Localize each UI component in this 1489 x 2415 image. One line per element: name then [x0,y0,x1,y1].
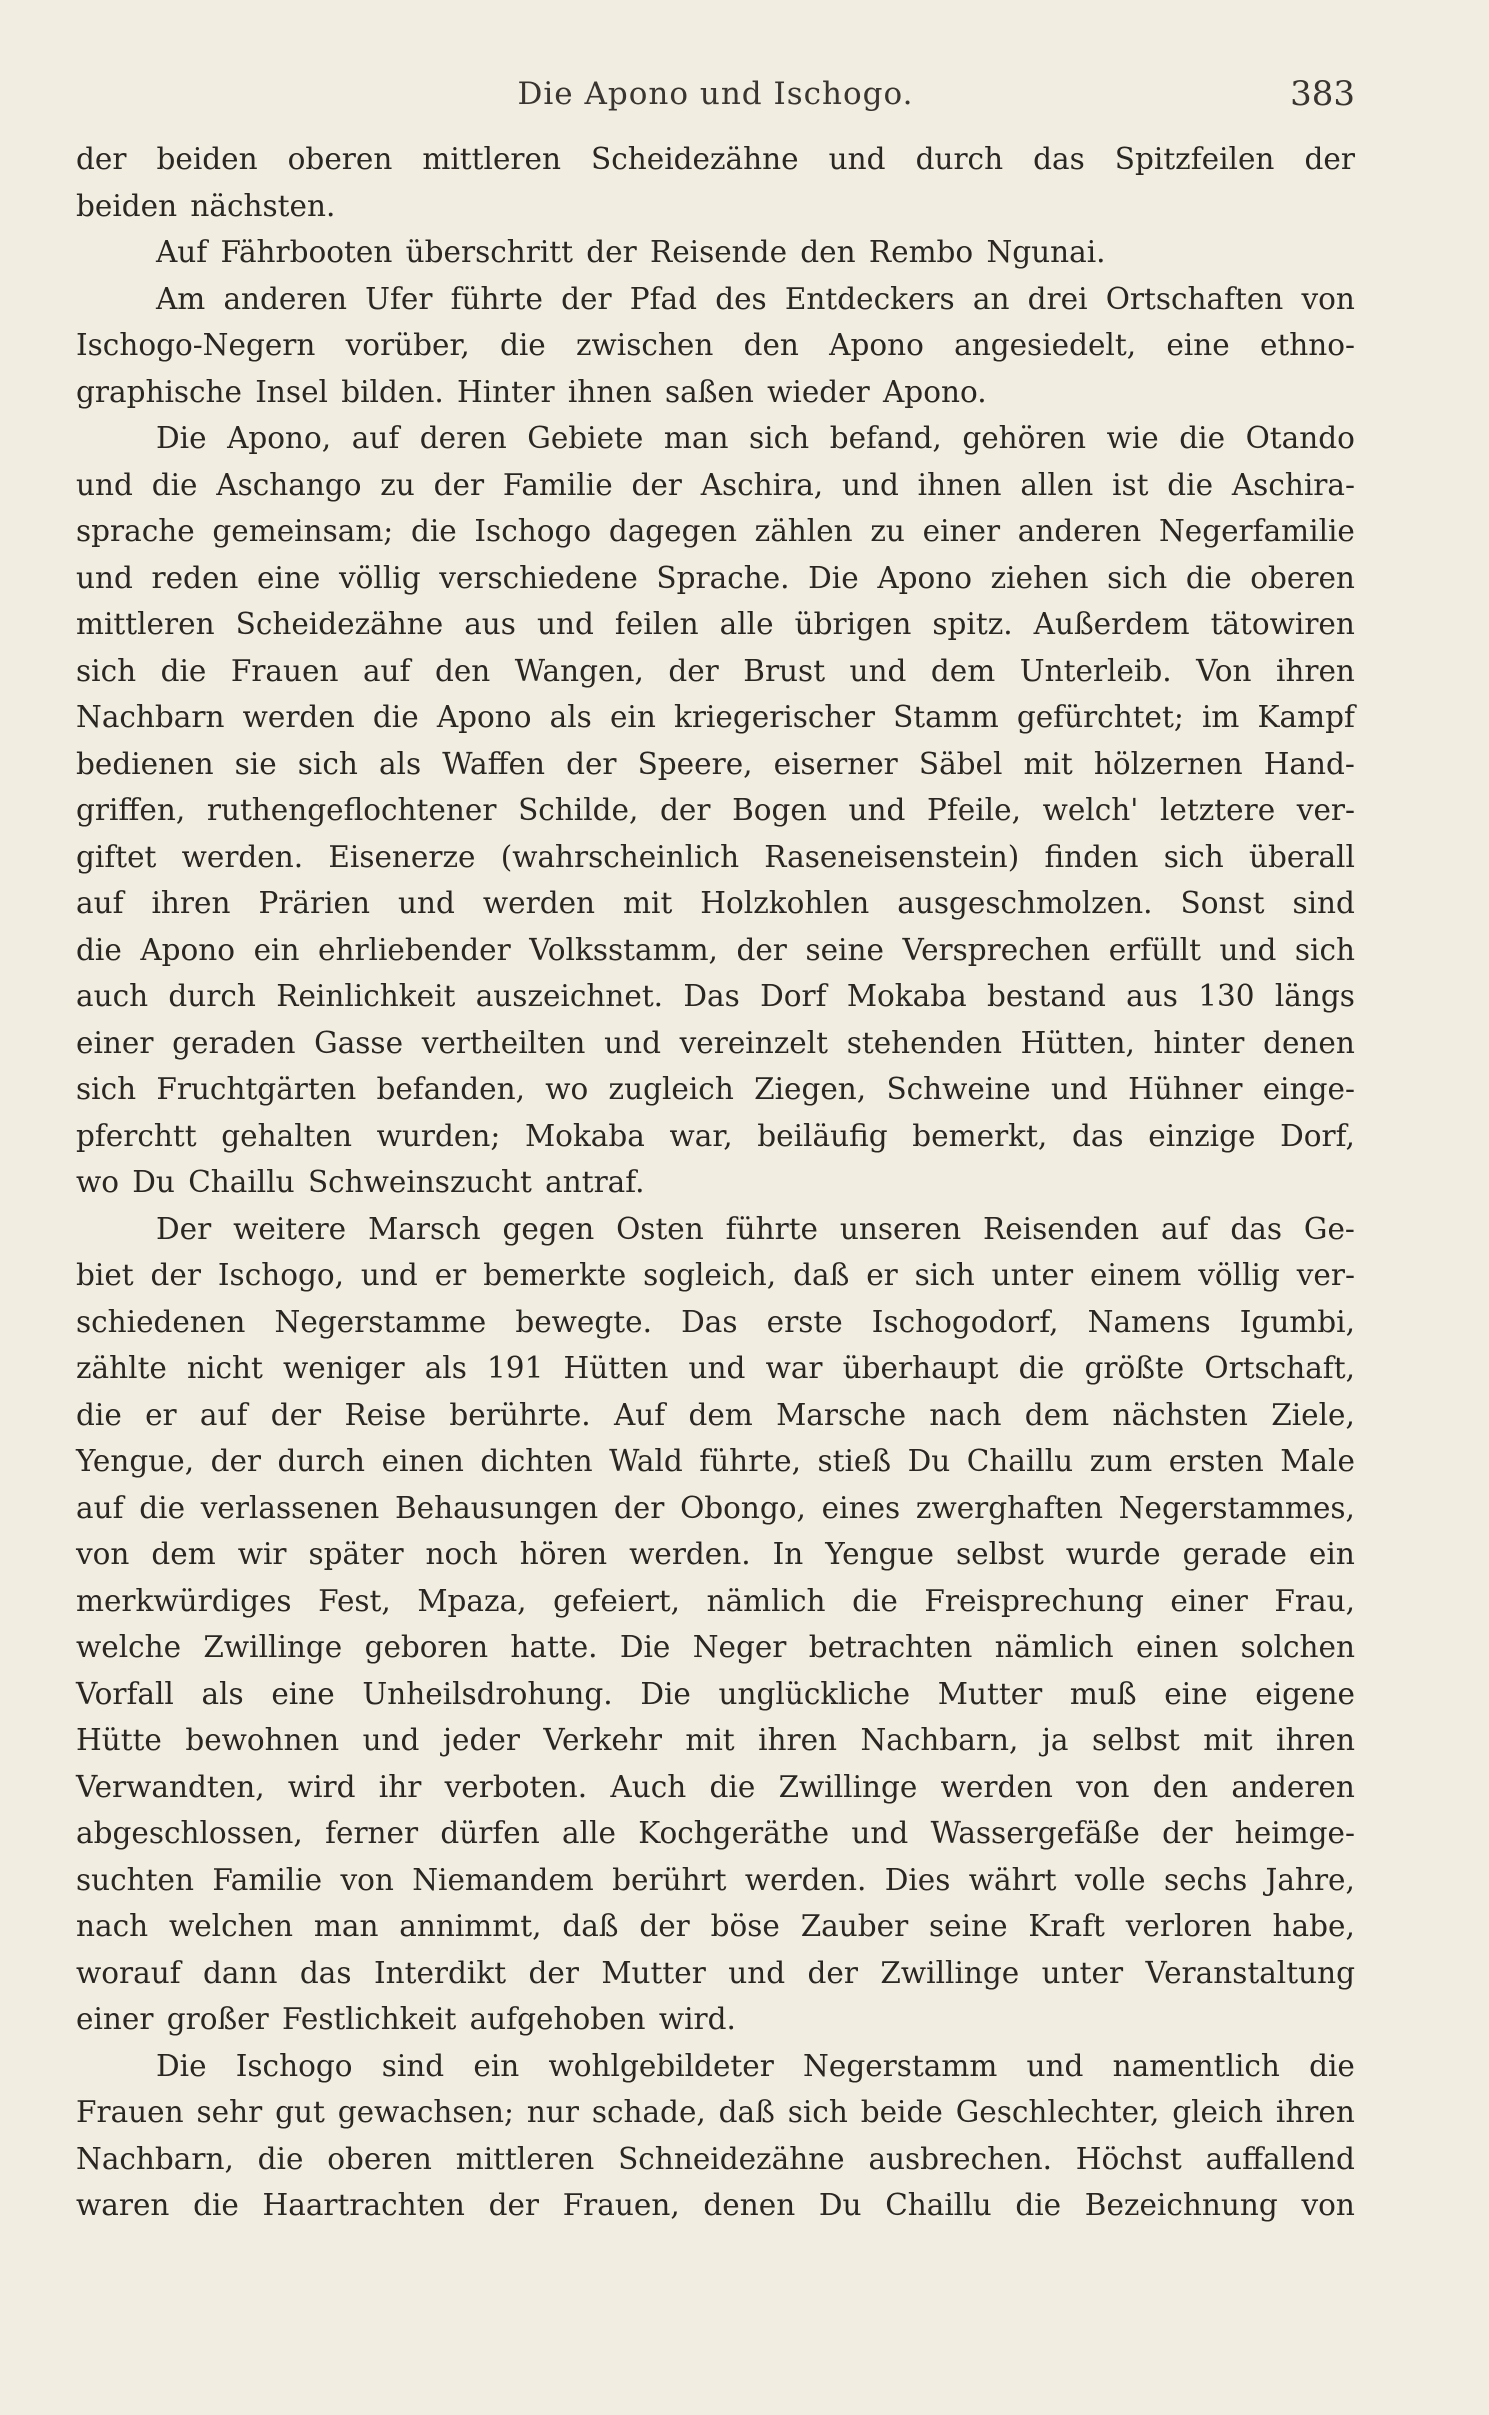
text-line: einer großer Festlichkeit aufgehoben wird. [76,2002,736,2036]
text-line: biet der Ischogo, und er bemerkte sogleich, daß er sich unter einem völlig ver- [76,1258,1355,1292]
text-line: Nachbarn, die oberen mittleren Schneidezähne ausbrechen. Höchst auffallend [76,2141,1355,2176]
text-line: Hütte bewohnen und jeder Verkehr mit ihren Nachbarn, ja selbst mit ihren [76,1723,1355,1757]
text-line: die er auf der Reise berührte. Auf dem Marsche nach dem nächsten Ziele, [76,1397,1355,1432]
text-line: Vorfall als eine Unheilsdrohung. Die unglückliche Mutter muß eine eigene [76,1676,1355,1711]
text-line: schiedenen Negerstamme bewegte. Das erste Ischogodorf, Namens Igumbi, [76,1304,1355,1339]
text-line: griffen, ruthengeflochtener Schilde, der Bogen und Pfeile, welch' letztere ver- [76,793,1355,827]
running-title: Die Apono und Ischogo. [517,76,914,112]
text-line: pferchtt gehalten wurden; Mokaba war, beiläufig bemerkt, das einzige Dorf, [76,1118,1355,1153]
text-line: mittleren Scheidezähne aus und feilen alle übrigen spitz. Außerdem tätowiren [76,607,1355,641]
text-line: sich Fruchtgärten befanden, wo zugleich Ziegen, Schweine und Hühner einge- [76,1072,1355,1106]
text-line: worauf dann das Interdikt der Mutter und der Zwillinge unter Veranstaltung [76,1955,1355,1990]
text-line: die Apono ein ehrliebender Volksstamm, der seine Versprechen erfüllt und sich [76,932,1355,967]
text-line: und reden eine völlig verschiedene Sprache. Die Apono ziehen sich die oberen [76,560,1355,595]
text-line: Der weitere Marsch gegen Osten führte unseren Reisenden auf das Ge- [156,1211,1355,1246]
text-line: sich die Frauen auf den Wangen, der Brust und dem Unterleib. Von ihren [76,653,1355,688]
text-line: Die Ischogo sind ein wohlgebildeter Negerstamm und namentlich die [156,2048,1355,2083]
text-line: Nachbarn werden die Apono als ein kriegerischer Stamm gefürchtet; im Kampf [76,700,1355,734]
text-line: Frauen sehr gut gewachsen; nur schade, daß sich beide Geschlechter, gleich ihren [76,2095,1355,2129]
body-text [76,136,1355,2229]
text-line: waren die Haartrachten der Frauen, denen Du Chaillu die Bezeichnung von [76,2188,1355,2222]
text-line: giftet werden. Eisenerze (wahrscheinlich Raseneisenstein) finden sich überall [76,839,1355,874]
text-line: auf ihren Prärien und werden mit Holzkohlen ausgeschmolzen. Sonst sind [76,886,1355,920]
text-line: Die Apono, auf deren Gebiete man sich befand, gehören wie die Otando [156,421,1355,455]
text-line: von dem wir später noch hören werden. In Yengue selbst wurde gerade ein [76,1537,1355,1571]
text-line: wo Du Chaillu Schweinszucht antraf. [76,1165,645,1199]
page-number: 383 [1290,74,1355,114]
text-line: Ischogo-Negern vorüber, die zwischen den Apono angesiedelt, eine ethno- [76,328,1355,362]
text-line: suchten Familie von Niemandem berührt werden. Dies währt volle sechs Jahre, [76,1862,1355,1897]
text-line: welche Zwillinge geboren hatte. Die Neger betrachten nämlich einen solchen [76,1630,1355,1664]
text-line: zählte nicht weniger als 191 Hütten und war überhaupt die größte Ortschaft, [76,1351,1355,1385]
text-line: auch durch Reinlichkeit auszeichnet. Das Dorf Mokaba bestand aus 130 längs [76,979,1355,1013]
text-line: Yengue, der durch einen dichten Wald führte, stieß Du Chaillu zum ersten Male [76,1444,1355,1478]
text-line: auf die verlassenen Behausungen der Obongo, eines zwerghaften Negerstammes, [76,1490,1355,1525]
page-header [76,70,1355,122]
text-line: Am anderen Ufer führte der Pfad des Entdeckers an drei Ortschaften von [156,281,1355,316]
text-line: sprache gemeinsam; die Ischogo dagegen zählen zu einer anderen Negerfamilie [76,514,1355,548]
text-line: Auf Fährbooten überschritt der Reisende den Rembo Ngunai. [156,235,1106,269]
text-line: abgeschlossen, ferner dürfen alle Kochgeräthe und Wassergefäße der heimge- [76,1816,1355,1850]
text-line: merkwürdiges Fest, Mpaza, gefeiert, nämlich die Freisprechung einer Frau, [76,1583,1355,1618]
text-line: Verwandten, wird ihr verboten. Auch die Zwillinge werden von den anderen [76,1769,1355,1804]
text-line: und die Aschango zu der Familie der Aschira, und ihnen allen ist die Aschira- [76,467,1355,502]
text-line: beiden nächsten. [76,188,336,223]
text-line: nach welchen man annimmt, daß der böse Zauber seine Kraft verloren habe, [76,1909,1355,1943]
text-line: einer geraden Gasse vertheilten und vereinzelt stehenden Hütten, hinter denen [76,1025,1355,1060]
text-line: bedienen sie sich als Waffen der Speere, eiserner Säbel mit hölzernen Hand- [76,746,1355,781]
text-line: der beiden oberen mittleren Scheidezähne und durch das Spitzfeilen der [76,142,1355,176]
text-line: graphische Insel bilden. Hinter ihnen saßen wieder Apono. [76,374,987,409]
